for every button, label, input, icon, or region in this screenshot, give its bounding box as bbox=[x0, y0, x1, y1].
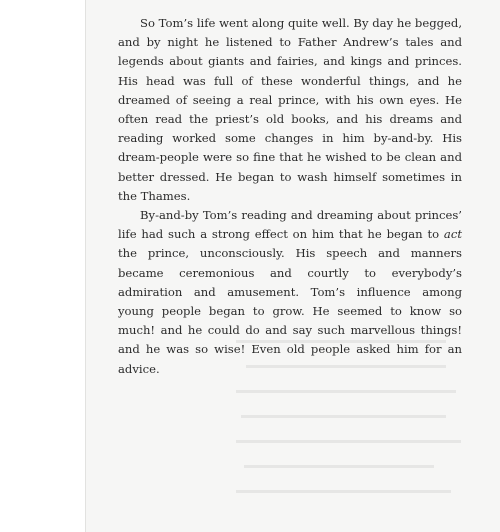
paragraph-2-text-start: By-and-by Tom’s reading and dreaming about princes’ life had such a strong effect on him that he began to bbox=[118, 208, 462, 242]
paragraph-2 bbox=[118, 206, 462, 379]
paragraph-1-text: So Tom’s life went along quite well. By day he begged, and by night he listened to Father Andrew’s tales and legends about giants and fairies, and kings and princes. His head was full of these wonderful things, and he dreamed of seeing a real prince, with his own eyes. He often read the priest’s old books, and his dreams and reading worked some changes in him by-and-by. His dream-people were so fine that he wished to be clean and better dressed. He began to wash himself sometimes in the Thames. bbox=[118, 16, 462, 203]
paragraph-1 bbox=[118, 14, 462, 206]
paragraph-2-text-end: the prince, unconsciously. His speech and manners became ceremonious and courtly to everybody’s admiration and amusement. Tom’s influence among young people began to grow. He seemed to know so much! and he could do and say such marvellous things! and he was so wise! Even old people asked him for an advice. bbox=[118, 246, 462, 376]
page-text bbox=[118, 14, 462, 379]
emphasis-act: act bbox=[443, 227, 462, 242]
book-page bbox=[86, 0, 500, 532]
